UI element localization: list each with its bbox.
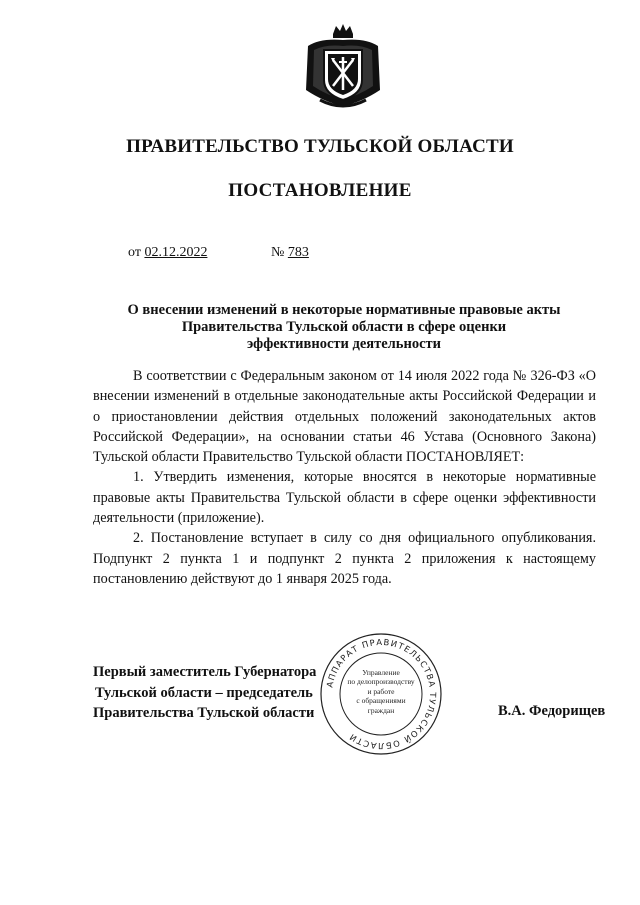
- signer-title: [93, 662, 316, 724]
- number-value: 783: [287, 245, 309, 260]
- stamp-line: Управление: [362, 668, 400, 677]
- stamp-inner-text: [336, 668, 426, 715]
- document-type-title: ПОСТАНОВЛЕНИЕ: [228, 180, 412, 201]
- stamp-ring-text: АППАРАТ ПРАВИТЕЛЬСТВА ТУЛЬСКОЙ ОБЛАСТИ: [324, 636, 439, 752]
- stamp-line: граждан: [367, 705, 395, 715]
- document-number: [271, 245, 309, 261]
- number-prefix: №: [271, 245, 285, 260]
- signer-title-line: Правительства Тульской области: [93, 705, 315, 721]
- stamp-line: с обращениями: [356, 696, 406, 706]
- signer-title-line: Первый заместитель Губернатора: [93, 664, 317, 680]
- body-paragraph-item-1: 1. Утвердить изменения, которые вносятся в некоторые нормативные правовые акты Правительства Тульской области в сфере оценки эффективности деятельности (приложение).: [93, 469, 596, 527]
- signer-title-line: Тульской области – председатель: [95, 684, 313, 701]
- coat-of-arms-icon: [300, 20, 386, 112]
- subject-line: О внесении изменений в некоторые нормативные правовые акты: [127, 302, 561, 318]
- body-paragraph-item-2: 2. Постановление вступает в силу со дня официального опубликования. Подпункт 2 пункта 1 и подпункт 2 пункта 2 приложения к настоящему постановлению действуют до 1 января 2025 года.: [93, 530, 596, 587]
- subject-line: эффективности деятельности: [247, 336, 441, 352]
- stamp-line: по делопроизводству: [347, 677, 415, 687]
- subject-line: Правительства Тульской области в сфере оценки: [181, 319, 507, 335]
- document-date: [128, 245, 207, 261]
- document-subject: [96, 302, 592, 353]
- stamp-line: и работе: [367, 686, 395, 696]
- body-paragraph-preamble: В соответствии с Федеральным законом от 14 июля 2022 года № 326-ФЗ «О внесении изменений в отдельные законодательные акты Российской Федерации и о приостановлении действия отдельных положений законодательных актов Российской Федерации», на основании статьи 46 Устава (Основного Закона) Тульской области Правительство Тульской области ПОСТАНОВЛЯЕТ:: [93, 368, 596, 466]
- signer-name: В.А. Федорищев: [498, 703, 606, 719]
- date-prefix: от: [128, 245, 141, 260]
- organization-title: ПРАВИТЕЛЬСТВО ТУЛЬСКОЙ ОБЛАСТИ: [126, 136, 514, 157]
- date-value: 02.12.2022: [144, 245, 208, 260]
- document-body: [93, 366, 596, 589]
